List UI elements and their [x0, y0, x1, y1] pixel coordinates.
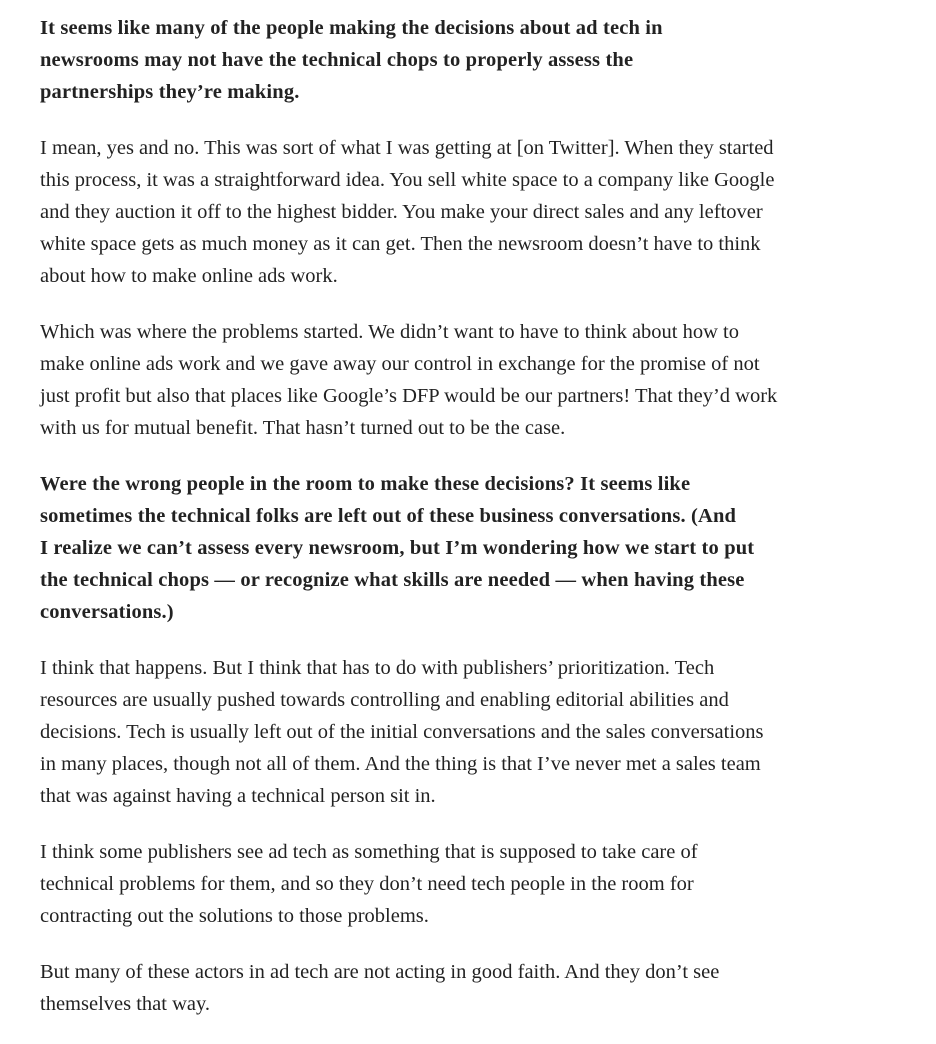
text-line: I think that happens. But I think that has to do with publishers’ prioritization. Tech: [40, 657, 715, 679]
interview-answer: [40, 956, 920, 1020]
interview-answer: [40, 132, 920, 292]
text-line: newsrooms may not have the technical chops to properly assess the: [40, 49, 634, 71]
text-line: technical problems for them, and so they don’t need tech people in the room for: [40, 873, 694, 895]
text-line: contracting out the solutions to those problems.: [40, 905, 429, 927]
interview-answer: [40, 652, 920, 812]
text-line: and they auction it off to the highest bidder. You make your direct sales and any leftover: [40, 201, 763, 223]
text-line: make online ads work and we gave away our control in exchange for the promise of not: [40, 353, 760, 375]
text-line: I mean, yes and no. This was sort of what I was getting at [on Twitter]. When they started: [40, 137, 774, 159]
text-line: I realize we can’t assess every newsroom, but I’m wondering how we start to put: [40, 537, 755, 559]
interview-question: [40, 12, 920, 108]
text-line: the technical chops — or recognize what skills are needed — when having these: [40, 569, 745, 591]
text-line: that was against having a technical person sit in.: [40, 785, 436, 807]
text-line: about how to make online ads work.: [40, 265, 338, 287]
text-line: It seems like many of the people making the decisions about ad tech in: [40, 17, 663, 39]
text-line: conversations.): [40, 601, 174, 623]
text-line: this process, it was a straightforward idea. You sell white space to a company like Google: [40, 169, 775, 191]
text-line: resources are usually pushed towards controlling and enabling editorial abilities and: [40, 689, 729, 711]
text-line: in many places, though not all of them. And the thing is that I’ve never met a sales team: [40, 753, 761, 775]
interview-answer: [40, 316, 920, 444]
text-line: But many of these actors in ad tech are not acting in good faith. And they don’t see: [40, 961, 720, 983]
text-line: Were the wrong people in the room to make these decisions? It seems like: [40, 473, 691, 495]
text-line: Which was where the problems started. We didn’t want to have to think about how to: [40, 321, 739, 343]
text-line: I think some publishers see ad tech as something that is supposed to take care of: [40, 841, 698, 863]
interview-question: [40, 468, 920, 628]
interview-answer: [40, 836, 920, 932]
article-body: [40, 12, 920, 1044]
text-line: themselves that way.: [40, 993, 211, 1015]
text-line: white space gets as much money as it can get. Then the newsroom doesn’t have to think: [40, 233, 761, 255]
text-line: sometimes the technical folks are left out of these business conversations. (And: [40, 505, 737, 527]
text-line: partnerships they’re making.: [40, 81, 300, 103]
text-line: decisions. Tech is usually left out of the initial conversations and the sales conversations: [40, 721, 764, 743]
text-line: just profit but also that places like Google’s DFP would be our partners! That they’d work: [40, 385, 778, 407]
text-line: with us for mutual benefit. That hasn’t turned out to be the case.: [40, 417, 566, 439]
